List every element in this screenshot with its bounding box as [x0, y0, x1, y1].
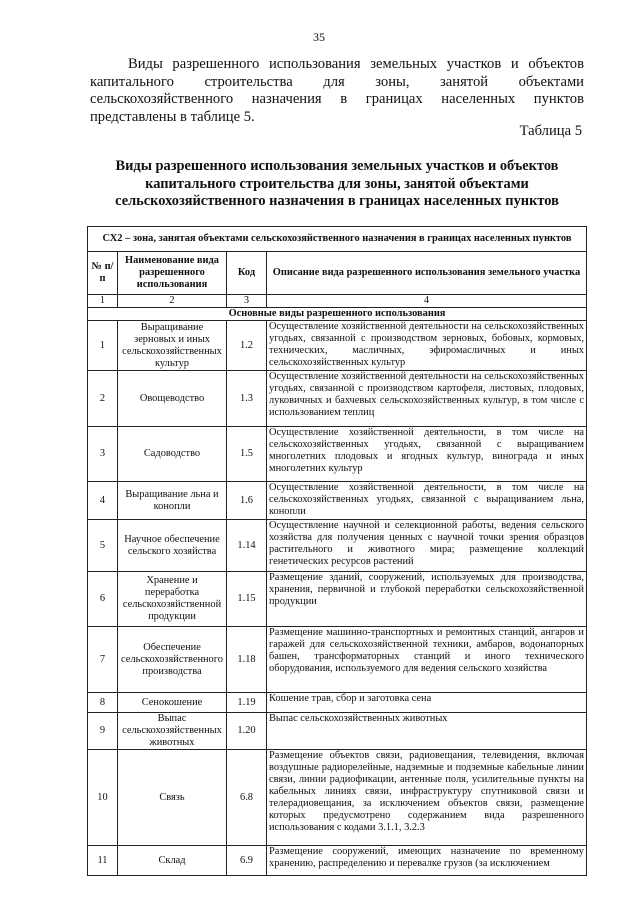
row-name: Садоводство [118, 427, 227, 482]
index-cell: 1 [88, 295, 118, 308]
row-name: Связь [118, 750, 227, 846]
table-row [88, 713, 587, 750]
table-row [88, 482, 587, 520]
table-row [88, 371, 587, 427]
section-row [88, 308, 587, 321]
zone-header-row [88, 227, 587, 252]
index-cell: 2 [118, 295, 227, 308]
row-code: 1.14 [227, 520, 267, 572]
row-code: 6.9 [227, 846, 267, 876]
row-desc: Размещение объектов связи, радиовещания, телевидения, включая воздушные радиорелейные, надземные и подземные кабельные линии связи, линии радиофикации, антенные поля, усилительные пункты на кабельных линиях связи, инфраструктуру спутниковой связи и телерадиовещания, за исключением объектов связи, размещение которых предусмотрено содержанием вида разрешенного использования с кодами 3.1.1, 3.2.3 [267, 750, 587, 846]
row-num: 2 [88, 371, 118, 427]
table-title: Виды разрешенного использования земельных участков и объектов капитального строительства для зоны, занятой объектами сельскохозяйственного назначения в границах населенных пунктов [115, 158, 559, 209]
row-num: 5 [88, 520, 118, 572]
row-code: 1.20 [227, 713, 267, 750]
row-desc: Размещение зданий, сооружений, используемых для производства, хранения, первичной и глубокой переработки сельскохозяйственной продукции [267, 572, 587, 627]
row-num: 10 [88, 750, 118, 846]
row-name: Склад [118, 846, 227, 876]
table-row [88, 520, 587, 572]
row-name: Сенокошение [118, 693, 227, 713]
row-code: 1.5 [227, 427, 267, 482]
row-name: Выпас сельскохозяйственных животных [118, 713, 227, 750]
row-name: Хранение и переработка сельскохозяйственной продукции [118, 572, 227, 627]
table-row [88, 572, 587, 627]
intro-paragraph: Виды разрешенного использования земельных участков и объектов капитального строительства для зоны, занятой объектами сельскохозяйственного назначения в границах населенных пунктов представлены в таблице 5. [90, 56, 584, 125]
row-code: 6.8 [227, 750, 267, 846]
table-row [88, 427, 587, 482]
zone-header: СХ2 – зона, занятая объектами сельскохозяйственного назначения в границах населенных пунктов [88, 227, 587, 252]
row-num: 9 [88, 713, 118, 750]
row-code: 1.19 [227, 693, 267, 713]
row-num: 11 [88, 846, 118, 876]
row-name: Овощеводство [118, 371, 227, 427]
table-row [88, 750, 587, 846]
row-num: 7 [88, 627, 118, 693]
table-row [88, 627, 587, 693]
row-code: 1.18 [227, 627, 267, 693]
row-name: Научное обеспечение сельского хозяйства [118, 520, 227, 572]
row-desc: Осуществление научной и селекционной работы, ведения сельского хозяйства для получения ценных с научной точки зрения образцов растительного и животного мира; размещение коллекций генетических ресурсов растений [267, 520, 587, 572]
row-code: 1.15 [227, 572, 267, 627]
row-num: 1 [88, 321, 118, 371]
table-row [88, 846, 587, 876]
index-cell: 4 [267, 295, 587, 308]
row-desc: Осуществление хозяйственной деятельности на сельскохозяйственных угодьях, связанной с производством картофеля, листовых, плодовых, луковичных и бахчевых сельскохозяйственных культур, в том числе с использованием теплиц [267, 371, 587, 427]
row-name: Выращивание зерновых и иных сельскохозяйственных культур [118, 321, 227, 371]
index-cell: 3 [227, 295, 267, 308]
table-row [88, 693, 587, 713]
land-use-table [87, 226, 587, 876]
header-num: № п/п [88, 252, 118, 295]
row-num: 3 [88, 427, 118, 482]
row-desc: Осуществление хозяйственной деятельности на сельскохозяйственных угодьях, связанной с производством зерновых, бобовых, кормовых, технических, масличных, эфиромасличных и иных сельскохозяйственных культур [267, 321, 587, 371]
column-index-row [88, 295, 587, 308]
row-num: 6 [88, 572, 118, 627]
row-code: 1.6 [227, 482, 267, 520]
row-desc: Размещение машинно-транспортных и ремонтных станций, ангаров и гаражей для сельскохозяйственной техники, амбаров, водонапорных башен, трансформаторных станций и иного технического оборудования, используемого для ведения сельского хозяйства [267, 627, 587, 693]
table-row [88, 321, 587, 371]
header-code: Код [227, 252, 267, 295]
column-header-row [88, 252, 587, 295]
row-code: 1.2 [227, 321, 267, 371]
section-title: Основные виды разрешенного использования [88, 308, 587, 321]
row-desc: Выпас сельскохозяйственных животных [267, 713, 587, 750]
row-code: 1.3 [227, 371, 267, 427]
row-name: Обеспечение сельскохозяйственного производства [118, 627, 227, 693]
row-desc: Размещение сооружений, имеющих назначение по временному хранению, распределению и перевалке грузов (за исключением [267, 846, 587, 876]
page-number: 35 [313, 30, 325, 44]
header-desc: Описание вида разрешенного использования земельного участка [267, 252, 587, 295]
row-desc: Осуществление хозяйственной деятельности, в том числе на сельскохозяйственных угодьях, связанной с выращиванием льна, конопли [267, 482, 587, 520]
row-num: 4 [88, 482, 118, 520]
header-name: Наименование вида разрешенного использования [118, 252, 227, 295]
table-label: Таблица 5 [519, 123, 582, 139]
row-desc: Кошение трав, сбор и заготовка сена [267, 693, 587, 713]
row-num: 8 [88, 693, 118, 713]
row-name: Выращивание льна и конопли [118, 482, 227, 520]
row-desc: Осуществление хозяйственной деятельности, в том числе на сельскохозяйственных угодьях, связанной с выращиванием многолетних плодовых и ягодных культур, винограда и иных многолетних культур [267, 427, 587, 482]
